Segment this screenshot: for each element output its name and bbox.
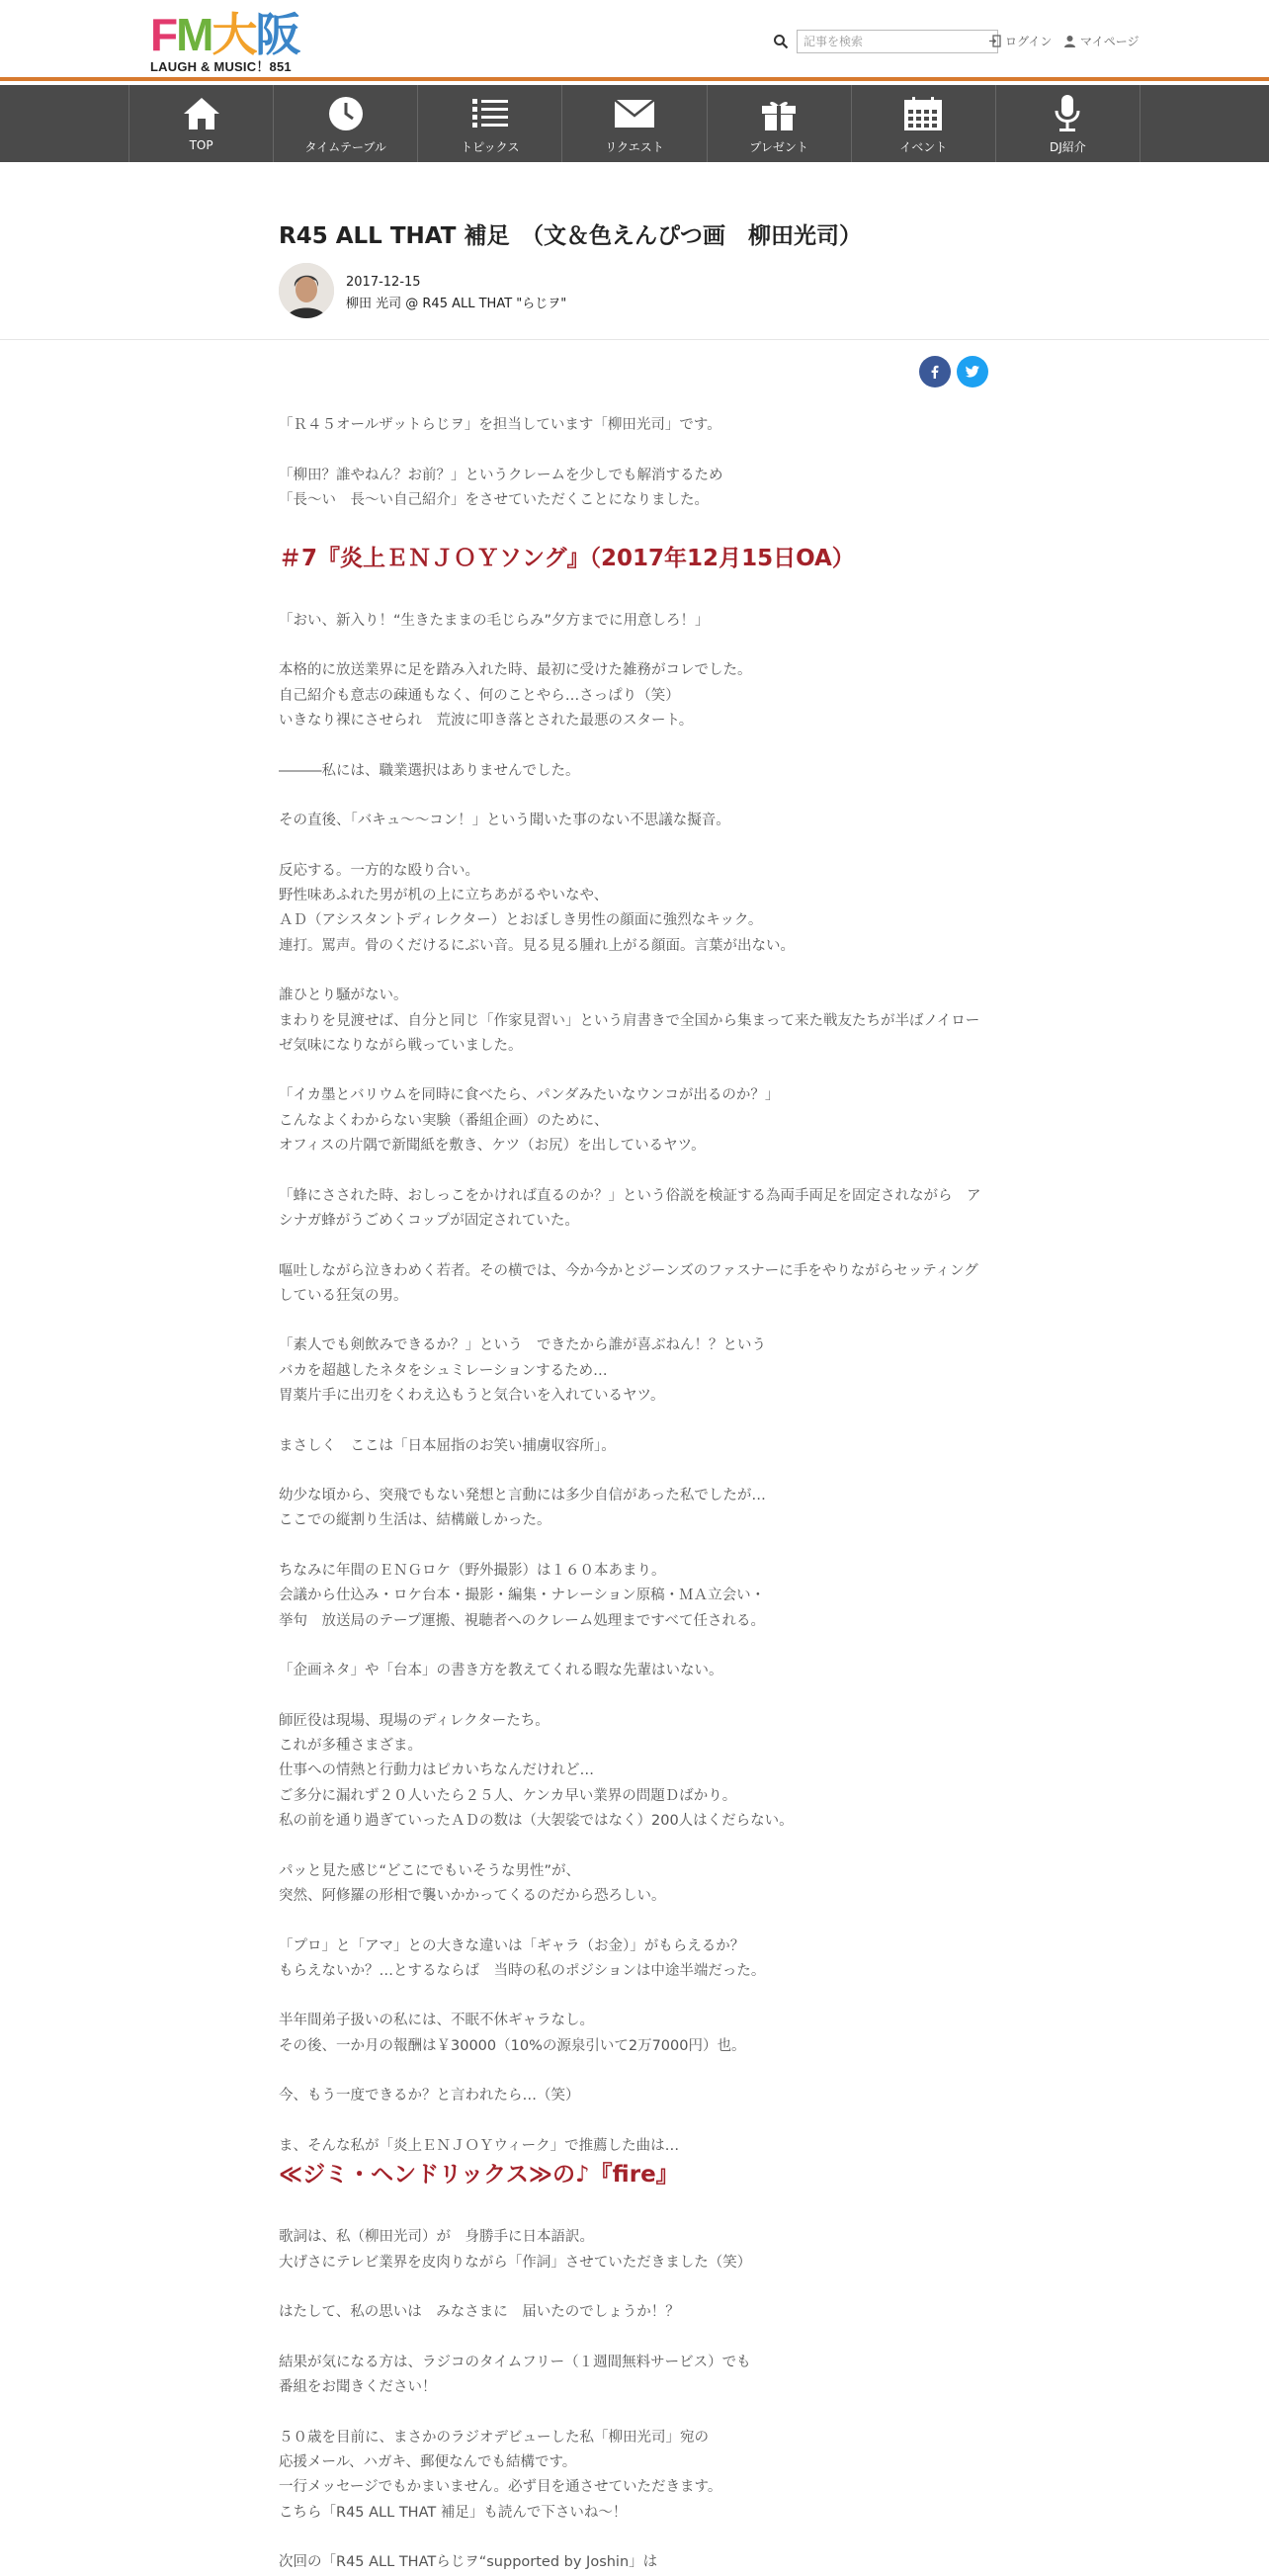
body-paragraph: 幼少な頃から、突飛でもない発想と言動には多少自信があった私でしたが… ここでの縦割り生活は、結構厳しかった。 <box>279 1488 766 1529</box>
body-paragraph: パッと見た感じ“どこにでもいそうな男性”が、 突然、阿修羅の形相で襲いかかってくるのだから恐ろしい。 <box>279 1862 666 1904</box>
logo-tagline: LAUGH & MUSIC！851 <box>150 59 292 74</box>
facebook-icon <box>928 365 942 379</box>
article-author[interactable]: 柳田 光司 @ R45 ALL THAT "らじヲ" <box>346 297 567 311</box>
site-logo[interactable] <box>150 9 300 74</box>
article-body <box>279 413 990 2576</box>
body-paragraph: 歌詞は、私（柳田光司）が 身勝手に日本語訳。 大げさにテレビ業界を皮肉りながら「作詞」させていただきました（笑） <box>279 2229 752 2271</box>
mypage-label: マイページ <box>1080 35 1140 48</box>
nav-label: DJ紹介 <box>1050 140 1086 154</box>
body-paragraph: まさしく ここは「日本屈指のお笑い捕虜収容所」。 <box>279 1437 616 1454</box>
main-nav <box>0 85 1269 162</box>
nav-item-request[interactable] <box>562 85 707 162</box>
nav-item-top[interactable] <box>129 85 274 162</box>
article-title: R45 ALL THAT 補足 （文＆色えんぴつ画 柳田光司） <box>279 223 862 249</box>
body-paragraph: 誰ひとり騒がない。 まわりを見渡せば、自分と同じ「作家見習い」という肩書きで全国から集まって来た戦友たちが半ばノイローゼ気味になりながら戦っていました。 <box>279 987 980 1054</box>
envelope-icon <box>615 100 654 128</box>
body-paragraph: 「おい、新入り！“生きたままの毛じらみ”夕方までに用意しろ！」 <box>279 612 710 629</box>
twitter-icon <box>966 366 979 378</box>
mypage-link[interactable] <box>1063 33 1140 49</box>
body-paragraph: はたして、私の思いは みなさまに 届いたのでしょうか！？ <box>279 2304 680 2321</box>
search-bar <box>773 30 998 53</box>
nav-item-topics[interactable] <box>418 85 562 162</box>
gift-icon <box>761 96 797 131</box>
body-paragraph: 結果が気になる方は、ラジコのタイムフリー（１週間無料サービス）でも 番組をお聞きください！ <box>279 2354 751 2396</box>
body-paragraph: 「イカ墨とバリウムを同時に食べたら、パンダみたいなウンコが出るのか？」 こんなよくわからない実験（番組企画）のために、 オフィスの片隅で新聞紙を敷き、ケツ（お尻）を出しているヤツ。 <box>279 1087 780 1155</box>
episode-headline: ＃7『炎上ＥＮＪＯＹソング』（2017年12月15日OA） <box>279 546 855 572</box>
body-paragraph: 今、もう一度できるか？と言われたら…（笑） <box>279 2088 580 2104</box>
nav-item-present[interactable] <box>708 85 852 162</box>
body-paragraph: 「プロ」と「アマ」との大きな違いは「ギャラ（お金）」がもらえるか？ もらえないか？…とするならば 当時の私のポジションは中途半端だった。 <box>279 1937 766 1979</box>
microphone-icon <box>1054 95 1081 132</box>
body-paragraph: 「柳田？誰やねん？お前？」というクレームを少しでも解消するため 「長～い 長～い自己紹介」をさせていただくことになりました。 <box>279 467 723 508</box>
body-paragraph: 嘔吐しながら泣きわめく若者。その横では、今か今かとジーンズのファスナーに手をやりながらセッティングしている狂気の男。 <box>279 1262 978 1304</box>
body-paragraph: 師匠役は現場、現場のディレクターたち。 これが多種さまざま。 仕事への情熱と行動力はピカいちなんだけれど… ご多分に漏れず２０人いたら２５人、ケンカ早い業界の問題Ｄばかり。 私の前を通り過ぎていったＡＤの数は（大袈裟ではなく）200人はくだらない。 <box>279 1712 794 1830</box>
body-paragraph: 「素人でも剣飲みできるか？」という できたから誰が喜ぶねん！？という バカを超越したネタをシュミレーションするため… 胃薬片手に出刃をくわえ込もうと気合いを入れているヤツ。 <box>279 1337 766 1404</box>
body-paragraph: 「企画ネタ」や「台本」の書き方を教えてくれる暇な先輩はいない。 <box>279 1663 723 1679</box>
body-paragraph: 「蜂にさされた時、おしっこをかければ直るのか？」という俗説を検証する為両手両足を固定されながら アシナガ蜂がうごめくコップが固定されていた。 <box>279 1187 981 1229</box>
twitter-share-button[interactable] <box>957 356 988 387</box>
song-headline: ≪ジミ・ヘンドリックス≫の♪『fire』 <box>279 2162 679 2189</box>
nav-label: イベント <box>899 140 948 154</box>
nav-label: トピックス <box>461 140 520 154</box>
nav-item-dj[interactable] <box>996 85 1141 162</box>
search-icon[interactable] <box>773 34 789 49</box>
body-paragraph: ５０歳を目前に、まさかのラジオデビューした私「柳田光司」宛の 応援メール、ハガキ、郵便なんでも結構です。 一行メッセージでもかまいません。必ず目を通させていただきます。 こちら「R45 ALL THAT 補足」も読んで下さいね～！ <box>279 2429 722 2521</box>
nav-label: TOP <box>189 138 213 152</box>
list-icon <box>472 98 508 129</box>
nav-item-timetable[interactable] <box>274 85 418 162</box>
author-avatar[interactable] <box>279 263 334 318</box>
body-paragraph: ま、そんな私が「炎上ＥＮＪＯＹウィーク」で推薦した曲は… <box>279 2137 680 2154</box>
home-icon <box>182 96 221 131</box>
facebook-share-button[interactable] <box>919 356 951 387</box>
user-icon <box>1063 35 1076 47</box>
author-portrait-icon <box>279 263 334 318</box>
nav-label: プレゼント <box>749 140 808 154</box>
login-icon <box>988 35 1001 47</box>
body-paragraph: ちなみに年間のＥＮＧロケ（野外撮影）は１６０本あまり。 会議から仕込み・ロケ台本・撮影・編集・ナレーション原稿・ＭＡ立会い・ 挙句 放送局のテープ運搬、視聴者へのクレーム処理まですべて任される。 <box>279 1563 766 1629</box>
logo-mark: FM大阪 <box>150 9 299 60</box>
body-paragraph: 本格的に放送業界に足を踏み入れた時、最初に受けた雑務がコレでした。 自己紹介も意志の疎通もなく、何のことやら…さっぱり（笑） いきなり裸にさせられ 荒波に叩き落とされた最悪のスタート。 <box>279 662 752 729</box>
body-paragraph: ―――私には、職業選択はありませんでした。 <box>279 762 580 779</box>
site-header <box>0 0 1269 81</box>
nav-label: リクエスト <box>605 140 664 154</box>
header-divider <box>0 339 1269 340</box>
body-paragraph: 反応する。一方的な殴り合い。 野性味あふれた男が机の上に立ちあがるやいなや、 ＡＤ（アシスタントディレクター）とおぼしき男性の顔面に強烈なキック。 連打。罵声。骨のくだけるにぶい音。見る見る腫れ上がる顔面。言葉が出ない。 <box>279 862 795 954</box>
login-link[interactable] <box>988 33 1052 49</box>
body-paragraph: その直後、「バキュ〜〜コン！」という聞いた事のない不思議な擬音。 <box>279 813 730 829</box>
login-label: ログイン <box>1005 35 1053 48</box>
search-input[interactable] <box>797 30 998 53</box>
clock-icon <box>327 95 365 132</box>
nav-item-event[interactable] <box>852 85 996 162</box>
article-date: 2017-12-15 <box>346 275 421 290</box>
nav-label: タイムテーブル <box>304 140 386 154</box>
body-paragraph: 半年間弟子扱いの私には、不眠不休ギャラなし。 その後、一か月の報酬は￥30000（10%の源泉引いて2万7000円）也。 <box>279 2013 746 2054</box>
calendar-icon <box>904 97 942 130</box>
body-paragraph: 次回の「R45 ALL THATらじヲ“supported by Joshin」は <box>279 2554 658 2571</box>
body-paragraph: 「Ｒ４５オールザットらじヲ」を担当しています「柳田光司」です。 <box>279 417 721 433</box>
